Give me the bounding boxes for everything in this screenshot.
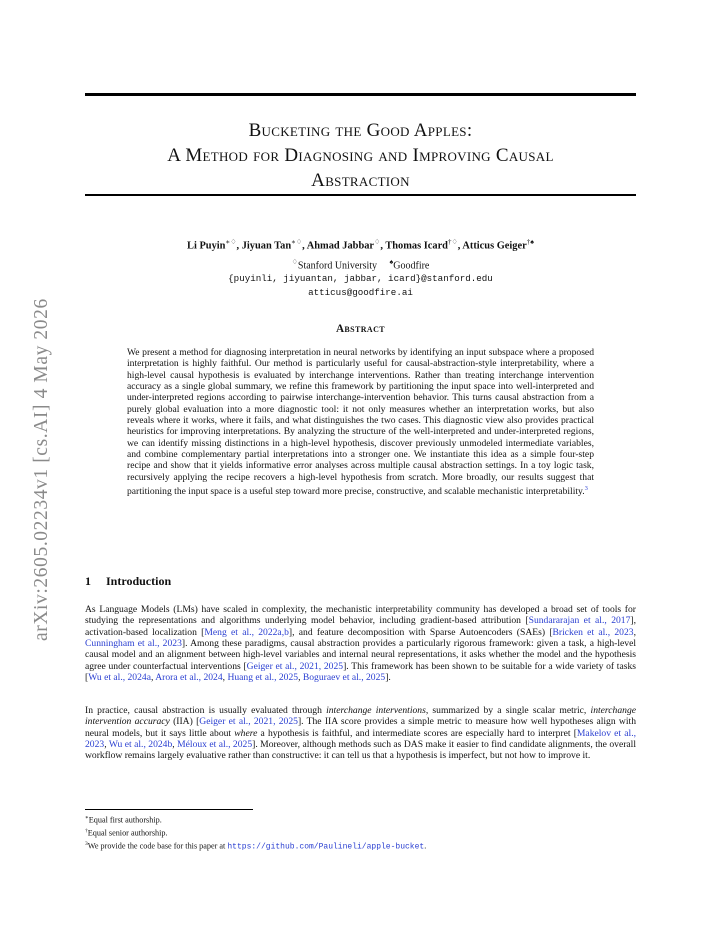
- author-marks: †♢: [447, 238, 458, 246]
- paper-title: [85, 118, 636, 193]
- citation-link[interactable]: Arora et al., 2024: [155, 672, 223, 684]
- citation-link[interactable]: Sundararajan et al., 2017: [528, 615, 631, 627]
- intro-paragraph-2: In practice, causal abstraction is usually evaluated through interchange interventions, summarized by a single scalar metric, interchange intervention accuracy (IIA) [Geiger et al., 2021, 2025]. The IIA score provides a simple metric to measure how well hypotheses align with neural models, but it says little about where a hypothesis is faithful, and intermediate scores are especially hard to interpret [Makelov et al., 2023, Wu et al., 2024b, Méloux et al., 2025]. Moreover, although methods such as DAS make it easier to find candidate alignments, the overall workflow remains largely evaluative rather than constructive: it can tell us that a hypothesis is imperfect, but not how to improve it.: [85, 705, 637, 762]
- intro-paragraph-1: As Language Models (LMs) have scaled in complexity, the mechanistic interpretability community has developed a broad set of tools for studying the representations and algorithms underlying model behavior, including gradient-based attribution [Sundararajan et al., 2017], activation-based localization [Meng et al., 2022a,b], and feature decomposition with Sparse Autoencoders (SAEs) [Bricken et al., 2023, Cunningham et al., 2023]. Among these paradigms, causal abstraction provides a particularly rigorous framework: given a task, a high-level causal model and an alignment between high-level variables and internal neural representations, it asks whether the model and the hypothesis agree under counterfactual interventions [Geiger et al., 2021, 2025]. This framework has been shown to be suitable for a wide variety of tasks [Wu et al., 2024a, Arora et al., 2024, Huang et al., 2025, Boguraev et al., 2025].: [85, 604, 637, 684]
- citation-link[interactable]: Makelov et al., 2023: [85, 727, 636, 751]
- citation-link[interactable]: Wu et al., 2024b: [108, 739, 173, 751]
- abstract-heading: Abstract: [335, 323, 386, 335]
- citation-link[interactable]: Geiger et al., 2021, 2025: [246, 660, 344, 672]
- author-name: Atticus Geiger: [462, 240, 527, 252]
- author-marks: ∗♢: [291, 238, 303, 246]
- author-marks: †♠: [526, 238, 534, 246]
- author-marks: ♢: [374, 238, 381, 246]
- title-line-1: Bucketing the Good Apples:: [248, 120, 473, 141]
- email-stanford: {puyinli, jiyuantan, jabbar, icard}@stanford.edu: [228, 273, 493, 284]
- citation-link[interactable]: Cunningham et al., 2023: [85, 638, 182, 650]
- citation-link[interactable]: Méloux et al., 2025: [177, 739, 253, 751]
- footnote-rule: [85, 809, 253, 810]
- footnotes: [85, 813, 636, 853]
- author-name: Li Puyin: [187, 240, 226, 252]
- title-rule-bottom: [85, 194, 636, 196]
- author-marks: ∗♢: [225, 238, 237, 246]
- title-line-2: A Method for Diagnosing and Improving Causal: [167, 145, 554, 166]
- title-line-3: Abstraction: [311, 170, 410, 191]
- citation-link[interactable]: Meng et al., 2022a,b: [204, 626, 289, 638]
- author-name: Ahmad Jabbar: [306, 240, 375, 252]
- footnote-2: †Equal senior authorship.: [85, 828, 168, 838]
- title-rule-top: [85, 93, 636, 96]
- affiliation-goodfire: Goodfire: [393, 260, 430, 272]
- arxiv-identifier: arXiv:2605.02234v1 [cs.AI] 4 May 2026: [31, 298, 52, 642]
- abstract-text: We present a method for diagnosing interpretation in neural networks by identifying an input subspace where a proposed interpretation is highly faithful. Our method is particularly useful for causal-abstraction-style interpretability, where a high-level causal hypothesis is evaluated by interchange interventions. Rather than treating interchange intervention accuracy as a single global summary, we refine this framework by partitioning the input space into well-interpreted and under-interpreted regions according to pairwise interchange-intervention behavior. This turns causal abstraction from a purely global evaluation into a more diagnostic tool: it not only measures whether an interpretation works, but also reveals where it works, where it fails, and what distinguishes the two cases. This diagnostic view also provides practical heuristics for improving interpretations. By analyzing the structure of the well-interpreted and under-interpreted regions, we can identify missing distinctions in a high-level hypothesis, discover previously unmodeled intermediate variables, and combine complementary partial interpretations into a stronger one. We instantiate this idea as a simple four-step recipe and show that it yields informative error analyses across multiple causal abstraction settings. In a toy logic task, recursively applying the recipe recovers a high-level hypothesis from scratch. More broadly, our results suggest that partitioning the input space is a useful step toward more precise, constructive, and scalable mechanistic interpretability.$^3$: [127, 347, 594, 498]
- email-goodfire: atticus@goodfire.ai: [308, 287, 413, 298]
- author-name: Thomas Icard: [385, 240, 448, 252]
- affiliations: ♢Stanford University ♠Goodfire: [291, 258, 430, 272]
- affiliation-stanford: Stanford University: [297, 260, 378, 272]
- footnote-3: $^3$We provide the code base for this paper at https://github.com/Paulineli/apple-bucket.: [85, 841, 427, 852]
- citation-link[interactable]: Boguraev et al., 2025: [302, 672, 386, 684]
- citation-link[interactable]: Wu et al., 2024a: [88, 672, 151, 684]
- footnote-link[interactable]: 3: [584, 485, 588, 493]
- code-url-link[interactable]: https://github.com/Paulineli/apple-bucket: [227, 842, 425, 852]
- section-heading-introduction: 1 Introduction: [85, 574, 172, 588]
- citation-link[interactable]: Geiger et al., 2021, 2025: [199, 716, 298, 728]
- author-list: Li Puyin∗♢, Jiyuan Tan∗♢, Ahmad Jabbar♢, Thomas Icard†♢, Atticus Geiger†♠: [187, 238, 534, 252]
- citation-link[interactable]: Huang et al., 2025: [227, 672, 299, 684]
- footnote-1: ∗Equal first authorship.: [85, 815, 162, 825]
- author-name: Jiyuan Tan: [241, 240, 292, 252]
- citation-link[interactable]: Bricken et al., 2023: [552, 626, 634, 638]
